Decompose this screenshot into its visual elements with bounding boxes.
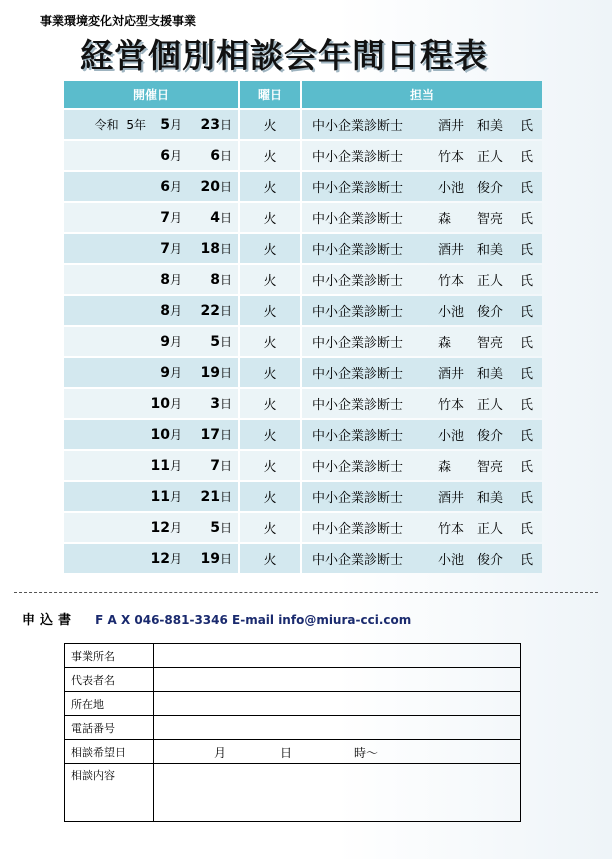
- staff-cell: [302, 110, 542, 139]
- staff-role: 中小企業診断士: [312, 243, 404, 258]
- staff-cell: [302, 327, 542, 356]
- page-title: 経営個別相談会年間日程表: [80, 36, 488, 75]
- schedule-row: [64, 327, 542, 356]
- month-unit: 月: [169, 428, 182, 442]
- dow-cell: 火: [240, 420, 302, 449]
- date-day: 23: [200, 117, 220, 133]
- form-input-address[interactable]: [154, 692, 521, 716]
- date-cell: [64, 482, 240, 511]
- date-month: 5: [160, 117, 170, 133]
- staff-role: 中小企業診断士: [312, 367, 404, 382]
- date-cell: [64, 420, 240, 449]
- staff-name: 竹本 正人: [438, 274, 504, 289]
- staff-honorific: 氏: [520, 460, 534, 475]
- date-day: 8: [210, 272, 220, 288]
- date-day: 6: [210, 148, 220, 164]
- month-unit: 月: [169, 118, 182, 132]
- date-cell: [64, 141, 240, 170]
- form-row-business: [65, 644, 521, 668]
- program-subtitle: 事業環境変化対応型支援事業: [40, 14, 197, 28]
- date-month: 12: [150, 520, 170, 536]
- header-date: 開催日: [64, 81, 240, 108]
- date-cell: [64, 296, 240, 325]
- form-input-desired-date[interactable]: [154, 740, 521, 764]
- date-month: 7: [160, 241, 170, 257]
- staff-honorific: 氏: [520, 119, 534, 134]
- staff-role: 中小企業診断士: [312, 460, 404, 475]
- date-cell: [64, 234, 240, 263]
- date-month: 9: [160, 365, 170, 381]
- date-cell: [64, 544, 240, 573]
- cut-line: [14, 592, 598, 593]
- dow-cell: 火: [240, 358, 302, 387]
- form-label-address: 所在地: [65, 692, 154, 716]
- desired-day-unit: 日: [280, 746, 293, 760]
- day-unit: 日: [219, 552, 232, 566]
- staff-honorific: 氏: [520, 150, 534, 165]
- contact-info: F A X 046-881-3346 E-mail info@miura-cci.com: [95, 613, 412, 627]
- staff-cell: [302, 203, 542, 232]
- application-form: [64, 643, 521, 822]
- staff-cell: [302, 296, 542, 325]
- form-row-desired-date: [65, 740, 521, 764]
- header-staff: 担当: [302, 81, 542, 108]
- staff-name: 酒井 和美: [438, 119, 504, 134]
- staff-honorific: 氏: [520, 398, 534, 413]
- date-cell: [64, 451, 240, 480]
- month-unit: 月: [169, 242, 182, 256]
- dow-cell: 火: [240, 451, 302, 480]
- date-month: 11: [150, 458, 170, 474]
- staff-name: 酒井 和美: [438, 367, 504, 382]
- date-day: 3: [210, 396, 220, 412]
- date-day: 18: [200, 241, 220, 257]
- date-day: 20: [200, 179, 220, 195]
- date-month: 8: [160, 272, 170, 288]
- month-unit: 月: [169, 273, 182, 287]
- staff-honorific: 氏: [520, 243, 534, 258]
- staff-honorific: 氏: [520, 336, 534, 351]
- staff-cell: [302, 172, 542, 201]
- schedule-row: [64, 172, 542, 201]
- day-unit: 日: [219, 428, 232, 442]
- dow-cell: 火: [240, 544, 302, 573]
- date-cell: [64, 358, 240, 387]
- month-unit: 月: [169, 366, 182, 380]
- staff-honorific: 氏: [520, 305, 534, 320]
- staff-name: 森 智亮: [438, 212, 504, 227]
- month-unit: 月: [169, 521, 182, 535]
- date-day: 5: [210, 334, 220, 350]
- form-input-content[interactable]: [154, 764, 521, 822]
- staff-name: 酒井 和美: [438, 491, 504, 506]
- date-month: 6: [160, 148, 170, 164]
- date-month: 10: [150, 396, 170, 412]
- date-month: 9: [160, 334, 170, 350]
- schedule-row: [64, 389, 542, 418]
- form-label-business: 事業所名: [65, 644, 154, 668]
- form-input-representative[interactable]: [154, 668, 521, 692]
- dow-cell: 火: [240, 389, 302, 418]
- date-cell: [64, 110, 240, 139]
- month-unit: 月: [169, 490, 182, 504]
- schedule-row: [64, 358, 542, 387]
- staff-cell: [302, 482, 542, 511]
- staff-cell: [302, 544, 542, 573]
- staff-name: 小池 俊介: [438, 305, 504, 320]
- staff-role: 中小企業診断士: [312, 429, 404, 444]
- date-month: 11: [150, 489, 170, 505]
- staff-role: 中小企業診断士: [312, 212, 404, 227]
- staff-name: 酒井 和美: [438, 243, 504, 258]
- staff-role: 中小企業診断士: [312, 398, 404, 413]
- staff-honorific: 氏: [520, 274, 534, 289]
- month-unit: 月: [169, 211, 182, 225]
- form-label-representative: 代表者名: [65, 668, 154, 692]
- day-unit: 日: [219, 459, 232, 473]
- dow-cell: 火: [240, 513, 302, 542]
- form-input-phone[interactable]: [154, 716, 521, 740]
- application-header: [22, 609, 411, 628]
- date-day: 19: [200, 365, 220, 381]
- date-cell: [64, 513, 240, 542]
- desired-month-unit: 月: [214, 746, 227, 760]
- staff-honorific: 氏: [520, 367, 534, 382]
- dow-cell: 火: [240, 482, 302, 511]
- application-label: 申込書: [22, 613, 77, 628]
- schedule-row: [64, 544, 542, 573]
- date-day: 22: [200, 303, 220, 319]
- date-day: 4: [210, 210, 220, 226]
- schedule-row: [64, 265, 542, 294]
- month-unit: 月: [169, 304, 182, 318]
- schedule-header-row: [64, 81, 542, 108]
- dow-cell: 火: [240, 296, 302, 325]
- day-unit: 日: [219, 118, 232, 132]
- staff-cell: [302, 265, 542, 294]
- staff-honorific: 氏: [520, 212, 534, 227]
- staff-cell: [302, 451, 542, 480]
- schedule-row: [64, 110, 542, 139]
- schedule-row: [64, 234, 542, 263]
- staff-cell: [302, 420, 542, 449]
- staff-name: 竹本 正人: [438, 398, 504, 413]
- date-day: 7: [210, 458, 220, 474]
- form-label-phone: 電話番号: [65, 716, 154, 740]
- staff-name: 小池 俊介: [438, 429, 504, 444]
- month-unit: 月: [169, 335, 182, 349]
- date-day: 21: [200, 489, 220, 505]
- staff-role: 中小企業診断士: [312, 181, 404, 196]
- schedule-row: [64, 203, 542, 232]
- form-row-representative: [65, 668, 521, 692]
- staff-cell: [302, 513, 542, 542]
- schedule-body: [64, 110, 542, 573]
- schedule-row: [64, 451, 542, 480]
- schedule-row: [64, 513, 542, 542]
- date-day: 17: [200, 427, 220, 443]
- header-dow: 曜日: [240, 81, 302, 108]
- staff-role: 中小企業診断士: [312, 336, 404, 351]
- month-unit: 月: [169, 180, 182, 194]
- date-cell: [64, 203, 240, 232]
- staff-honorific: 氏: [520, 522, 534, 537]
- form-label-content: 相談内容: [65, 764, 154, 822]
- schedule-table: [64, 79, 542, 575]
- staff-name: 小池 俊介: [438, 181, 504, 196]
- staff-role: 中小企業診断士: [312, 522, 404, 537]
- form-label-desired-date: 相談希望日: [65, 740, 154, 764]
- staff-name: 竹本 正人: [438, 522, 504, 537]
- staff-cell: [302, 234, 542, 263]
- staff-name: 森 智亮: [438, 336, 504, 351]
- form-row-phone: [65, 716, 521, 740]
- date-month: 8: [160, 303, 170, 319]
- day-unit: 日: [219, 335, 232, 349]
- dow-cell: 火: [240, 234, 302, 263]
- form-row-address: [65, 692, 521, 716]
- staff-cell: [302, 141, 542, 170]
- form-row-content: [65, 764, 521, 822]
- staff-role: 中小企業診断士: [312, 150, 404, 165]
- staff-honorific: 氏: [520, 491, 534, 506]
- date-month: 12: [150, 551, 170, 567]
- desired-time-unit: 時～: [354, 746, 379, 760]
- date-day: 19: [200, 551, 220, 567]
- day-unit: 日: [219, 149, 232, 163]
- schedule-row: [64, 482, 542, 511]
- staff-name: 小池 俊介: [438, 553, 504, 568]
- day-unit: 日: [219, 366, 232, 380]
- dow-cell: 火: [240, 265, 302, 294]
- staff-role: 中小企業診断士: [312, 119, 404, 134]
- dow-cell: 火: [240, 203, 302, 232]
- day-unit: 日: [219, 521, 232, 535]
- staff-role: 中小企業診断士: [312, 305, 404, 320]
- dow-cell: 火: [240, 110, 302, 139]
- dow-cell: 火: [240, 327, 302, 356]
- day-unit: 日: [219, 304, 232, 318]
- day-unit: 日: [219, 242, 232, 256]
- day-unit: 日: [219, 211, 232, 225]
- form-input-business[interactable]: [154, 644, 521, 668]
- dow-cell: 火: [240, 172, 302, 201]
- day-unit: 日: [219, 273, 232, 287]
- date-cell: [64, 327, 240, 356]
- staff-cell: [302, 389, 542, 418]
- day-unit: 日: [219, 180, 232, 194]
- dow-cell: 火: [240, 141, 302, 170]
- date-cell: [64, 389, 240, 418]
- staff-cell: [302, 358, 542, 387]
- staff-name: 竹本 正人: [438, 150, 504, 165]
- date-month: 10: [150, 427, 170, 443]
- staff-honorific: 氏: [520, 181, 534, 196]
- date-month: 7: [160, 210, 170, 226]
- schedule-row: [64, 296, 542, 325]
- month-unit: 月: [169, 397, 182, 411]
- month-unit: 月: [169, 149, 182, 163]
- schedule-row: [64, 141, 542, 170]
- schedule-row: [64, 420, 542, 449]
- staff-honorific: 氏: [520, 553, 534, 568]
- date-month: 6: [160, 179, 170, 195]
- month-unit: 月: [169, 552, 182, 566]
- date-cell: [64, 265, 240, 294]
- staff-role: 中小企業診断士: [312, 553, 404, 568]
- date-day: 5: [210, 520, 220, 536]
- staff-role: 中小企業診断士: [312, 491, 404, 506]
- staff-name: 森 智亮: [438, 460, 504, 475]
- month-unit: 月: [169, 459, 182, 473]
- era-label: 令和 5年: [94, 118, 146, 132]
- day-unit: 日: [219, 490, 232, 504]
- day-unit: 日: [219, 397, 232, 411]
- date-cell: [64, 172, 240, 201]
- staff-role: 中小企業診断士: [312, 274, 404, 289]
- staff-honorific: 氏: [520, 429, 534, 444]
